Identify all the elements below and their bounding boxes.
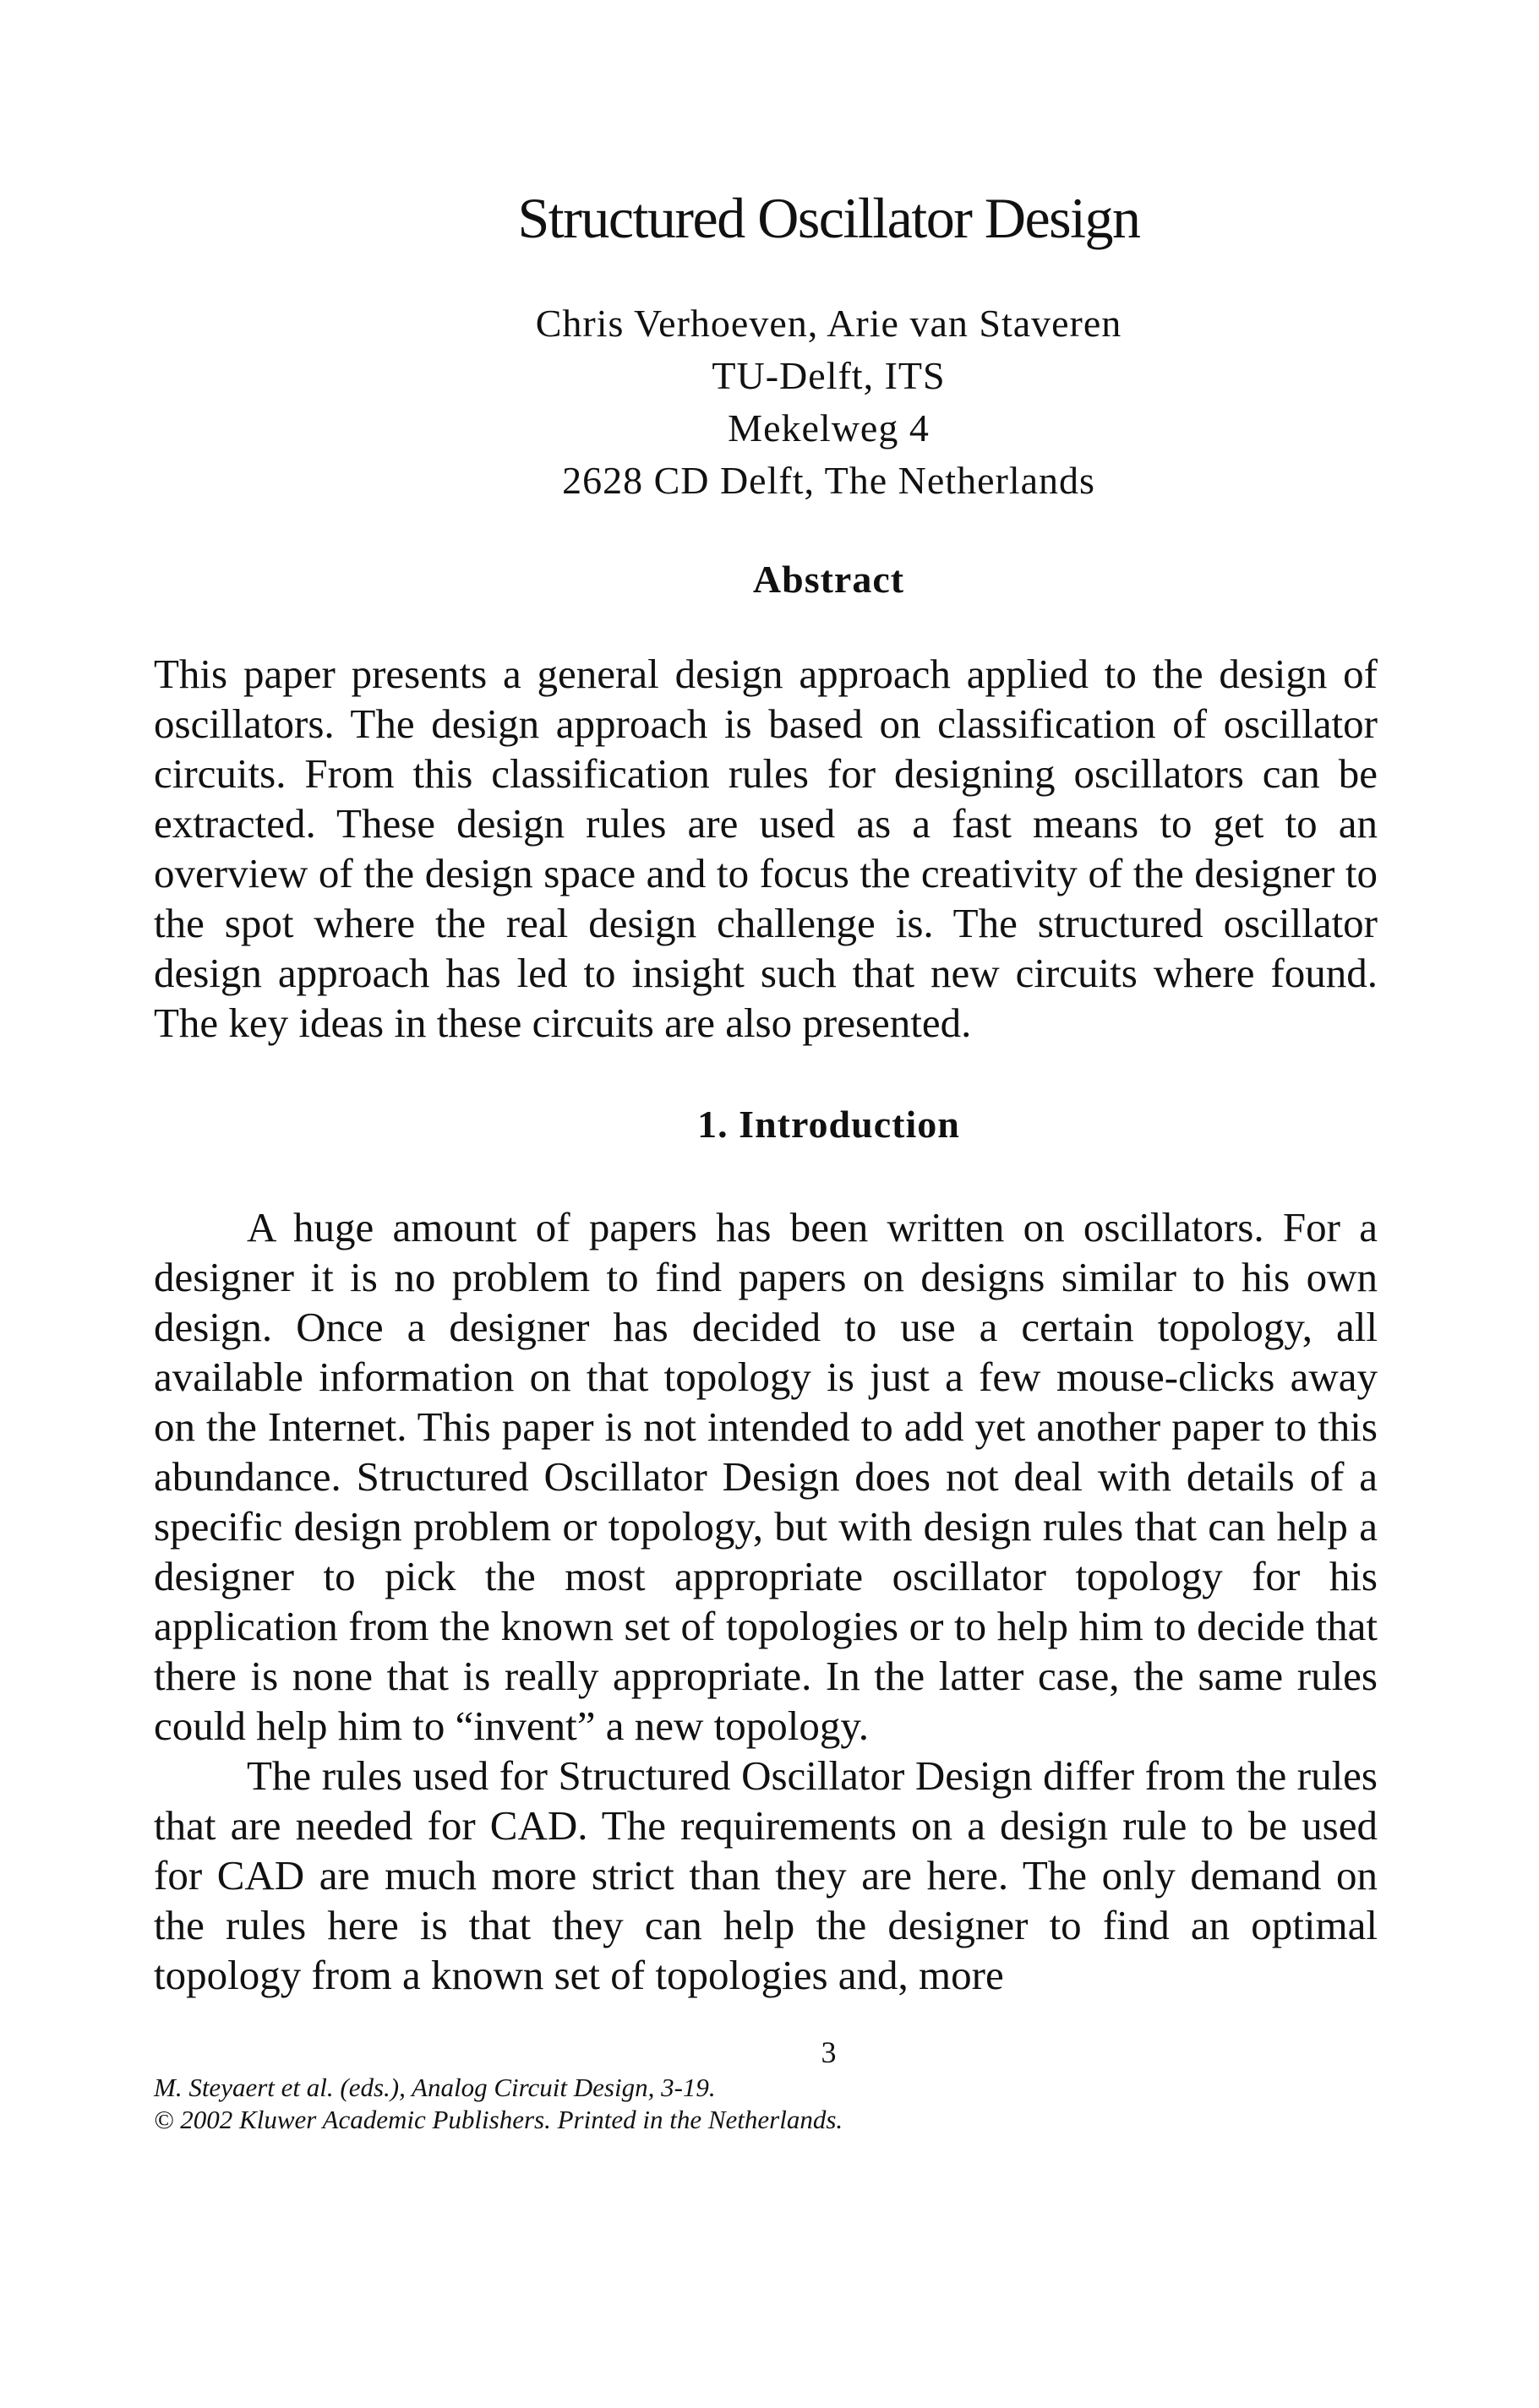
abstract-text: This paper presents a general design approach applied to the design of oscillators. The design approach is based on classification of oscillator circuits. From this classification rules for designing oscillators can be extracted. These design rules are used as a fast means to get to an overview of the design space and to focus the creativity of the designer to the spot where the real design challenge is. The structured oscillator design approach has led to insight such that new circuits where found. The key ideas in these circuits are also presented. [154,651,1378,1046]
footer-copyright: © 2002 Kluwer Academic Publishers. Printed in the Netherlands. [154,2105,843,2134]
author-affiliation: TU-Delft, ITS [712,354,946,397]
page-number: 3 [821,2035,837,2069]
introduction-heading: 1. Introduction [697,1103,960,1146]
paper-title: Structured Oscillator Design [517,186,1140,250]
abstract-heading: Abstract [752,558,905,601]
author-block [0,297,1539,507]
footer-citation: M. Steyaert et al. (eds.), Analog Circuit Design, 3-19. [154,2073,716,2102]
author-city: 2628 CD Delft, The Netherlands [562,459,1095,502]
author-street: Mekelweg 4 [728,406,930,449]
introduction-body [154,1202,1378,2000]
introduction-paragraph-2: The rules used for Structured Oscillator Design differ from the rules that are needed for CAD. The requirements on a design rule to be used for CAD are much more strict than they are here. The only demand on the rules here is that they can help the designer to find an optimal topology from a known set of topologies and, more [154,1752,1378,1998]
author-names: Chris Verhoeven, Arie van Staveren [535,302,1122,345]
publication-footer [154,2072,843,2136]
introduction-paragraph-1: A huge amount of papers has been written on oscillators. For a designer it is no problem to find papers on designs similar to his own design. Once a designer has decided to use a certain topology, all available information on that topology is just a few mouse-clicks away on the Internet. This paper is not intended to add yet another paper to this abundance. Structured Oscillator Design does not deal with details of a specific design problem or topology, but with design rules that can help a designer to pick the most appropriate oscillator topology for his application from the known set of topologies or to help him to decide that there is none that is really appropriate. In the latter case, the same rules could help him to “invent” a new topology. [154,1204,1378,1749]
